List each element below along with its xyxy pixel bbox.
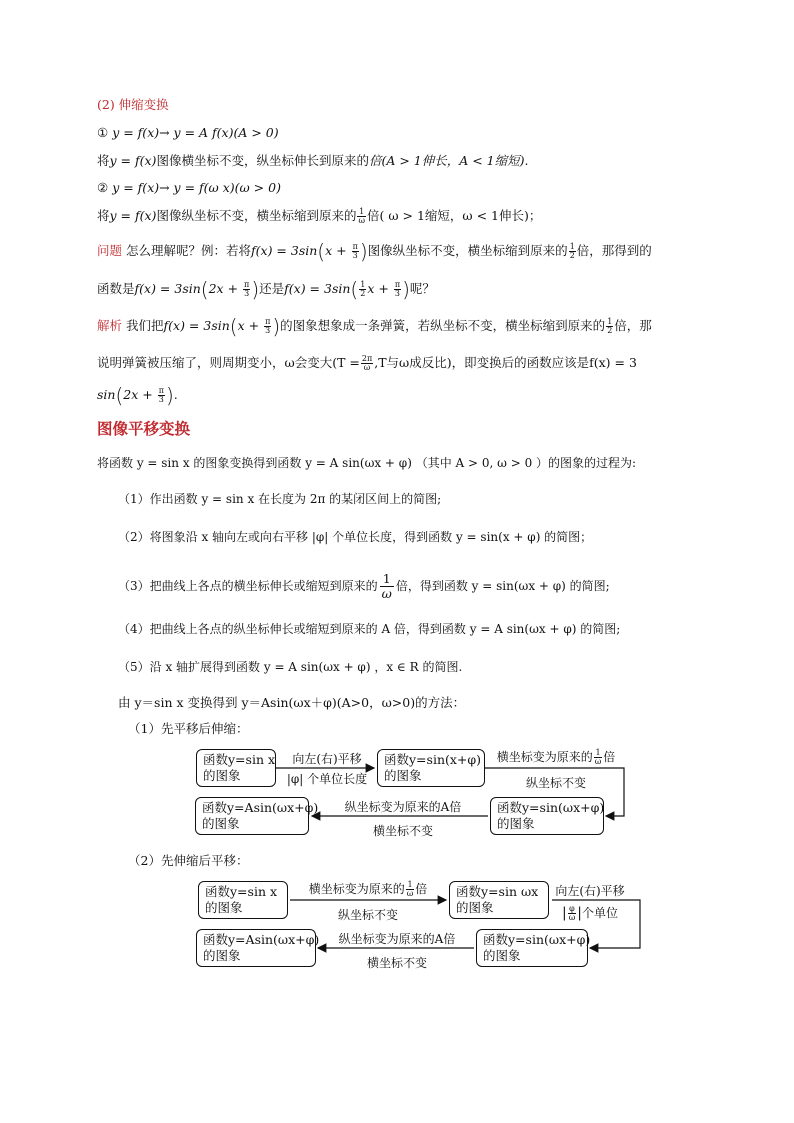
method-intro: 由 y＝sin x 变换得到 y＝Asin(ωx＋φ)(A>0，ω>0)的方法： <box>118 695 466 710</box>
step-3: （3）把曲线上各点的横坐标伸长或缩短到原来的 $\frac{1}{\omega}$ 倍，得到函数 y = sin(ωx + φ) 的简图; <box>118 571 610 601</box>
method-1-title: （1）先平移后伸缩： <box>128 721 249 736</box>
m2-arrow1-bottom: 纵坐标不变 <box>337 908 398 922</box>
intro-text: 将函数 y = sin x 的图象变换得到函数 y = A sin(ωx + φ) （其中 A > 0, ω > 0 ）的图象的过程为: <box>97 456 637 470</box>
m1-arrow3-top: 纵坐标变为原来的A倍 <box>344 800 462 814</box>
m2-box-sin-wx-phi: 函数y=sin(ωx+φ) 的图象 <box>476 929 588 967</box>
question-label: 问题 <box>97 243 123 258</box>
section-heading-scale: (2) 伸缩变换 <box>97 97 169 112</box>
m2-box-asin: 函数y=Asin(ωx+φ) 的图象 <box>196 929 316 967</box>
step-4: （4）把曲线上各点的纵坐标伸长或缩短到原来的 A 倍，得到函数 y = A sin(ωx + φ) 的简图; <box>118 622 621 636</box>
analysis-label: 解析 <box>97 318 123 333</box>
item-1: ① y = f(x)→ y = A f(x)(A > 0) <box>97 125 279 140</box>
item-2-description: 将y = f(x)图像纵坐标不变，横坐标缩到原来的 $\frac{1}{\omega}$ 倍( ω > 1缩短，ω < 1伸长)； <box>97 207 542 225</box>
analysis-line-2: 说明弹簧被压缩了，则周期变小，ω会变大(T = $\frac{2\pi}{\omega}$ ,T与ω成反比)，即变换后的函数应该是f(x) = 3 <box>97 354 637 372</box>
section-heading-shift: 图像平移变换 <box>97 419 191 438</box>
item-2: ② y = f(x)→ y = f(ω x)(ω > 0) <box>97 180 281 195</box>
m2-arrow1-top: 横坐标变为原来的 $\frac{1}{\omega}$ 倍 <box>308 880 428 898</box>
m1-arrow3-bottom: 横坐标不变 <box>372 824 433 838</box>
step-2: （2）将图象沿 x 轴向左或向右平移 |φ| 个单位长度，得到函数 y = sin(x + φ) 的简图； <box>118 530 593 544</box>
m2-arrow2-top: 向左(右)平移 <box>555 884 625 898</box>
m1-arrow2-top: 横坐标变为原来的 $\frac{1}{\omega}$ 倍 <box>496 748 616 766</box>
fraction-1-over-omega: $\frac{1}{\omega}$ <box>358 207 365 225</box>
method-2-title: （2）先伸缩后平移： <box>128 853 249 868</box>
m2-arrow3-top: 纵坐标变为原来的A倍 <box>338 932 456 946</box>
m1-box-sin-wx-phi: 函数y=sin(ωx+φ) 的图象 <box>490 797 604 835</box>
m1-box-sinx: 函数y=sin x 的图象 <box>196 749 276 787</box>
m1-arrow2-bottom: 纵坐标不变 <box>525 776 586 790</box>
item-1-description: 将y = f(x)图像横坐标不变，纵坐标伸长到原来的倍(A > 1伸长，A < 1缩短). <box>97 153 529 168</box>
m1-arrow1-top: 向左(右)平移 <box>292 752 362 766</box>
analysis-line-3: sin(2x + $\frac{\pi}{3}$ ). <box>97 383 178 408</box>
m1-box-sin-x-phi: 函数y=sin(x+φ) 的图象 <box>377 749 485 787</box>
m2-arrow2-bottom: | $\frac{\varphi}{\omega}$ |个单位 <box>562 904 618 922</box>
question-line-2: 函数是f(x) = 3sin(2x + $\frac{\pi}{3}$ )还是f(x) = 3sin( $\frac{1}{2}$ x + $\frac{\pi}{3}$ )呢？ <box>97 277 435 302</box>
step-1: （1）作出函数 y = sin x 在长度为 2π 的某闭区间上的简图; <box>118 492 442 506</box>
question-line-1: 问题 怎么理解呢？例：若将f(x) = 3sin(x + $\frac{\pi}{3}$ )图像纵坐标不变，横坐标缩到原来的 $\frac{1}{2}$ 倍，那得到的 <box>97 239 652 264</box>
step-5: （5）沿 x 轴扩展得到函数 y = A sin(ωx + φ) ，x ∈ R 的简图. <box>118 660 463 674</box>
m2-arrow3-bottom: 横坐标不变 <box>366 956 427 970</box>
m1-box-asin: 函数y=Asin(ωx+φ) 的图象 <box>195 797 309 835</box>
analysis-line-1: 解析 我们把f(x) = 3sin(x + $\frac{\pi}{3}$ )的图象想象成一条弹簧，若纵坐标不变，横坐标缩到原来的 $\frac{1}{2}$ 倍，那 <box>97 314 652 339</box>
m1-arrow1-bottom: |φ| 个单位长度 <box>286 772 368 786</box>
m2-box-sin-wx: 函数y=sin ωx 的图象 <box>449 881 549 919</box>
m2-box-sinx: 函数y=sin x 的图象 <box>198 881 288 919</box>
